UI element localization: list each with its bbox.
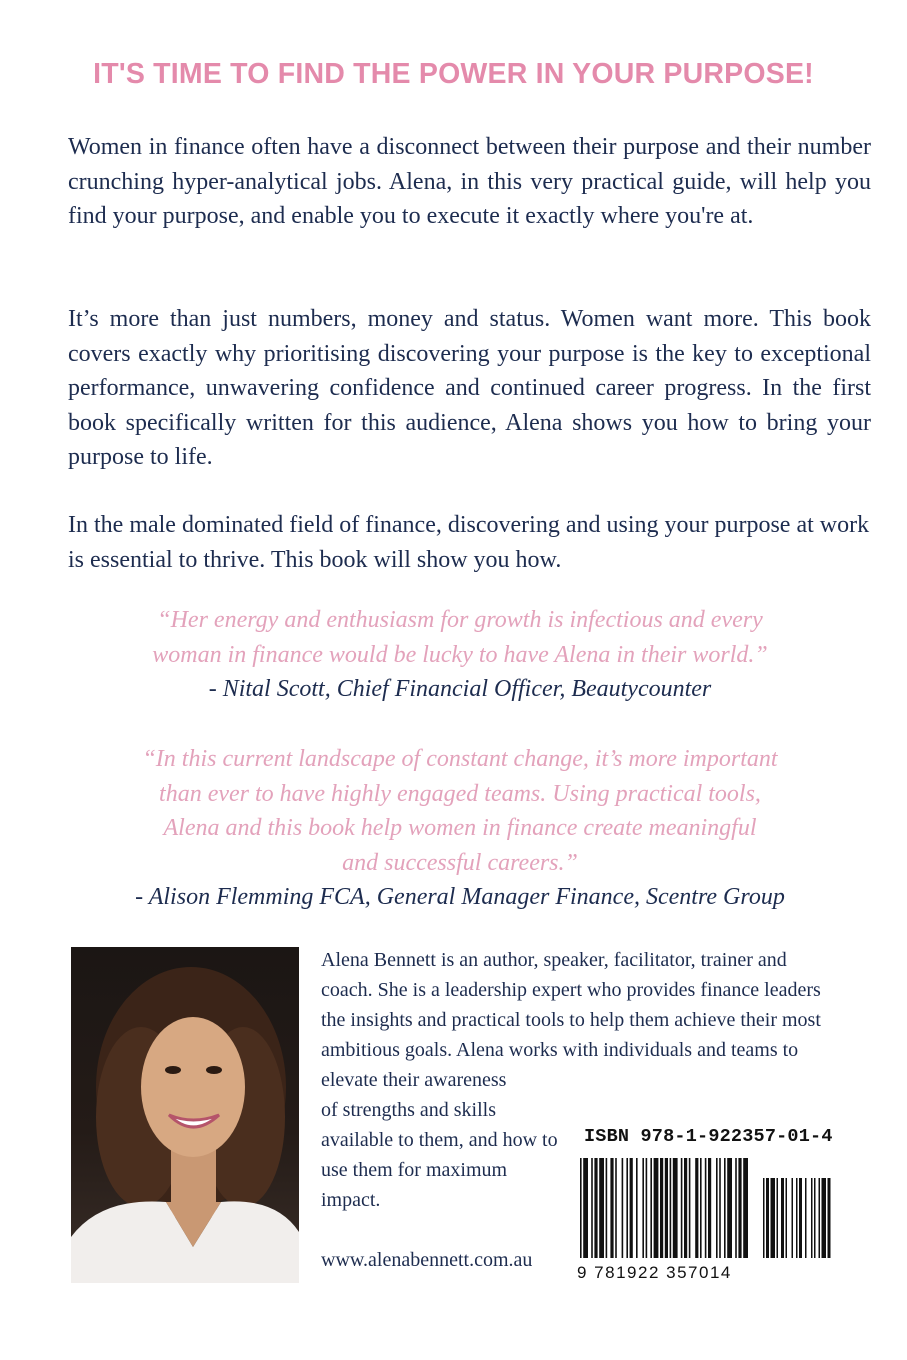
barcode-bar <box>743 1158 748 1258</box>
testimonial-2-line-4: and successful careers.” <box>342 849 578 876</box>
author-bio: Alena Bennett is an author, speaker, facilitator, trainer and coach. She is a leadership expert who provides finance leaders the insights and practical tools to help them achieve their most ambitious goals. Alena works with individuals and teams to elevate their awareness <box>321 949 821 1091</box>
addon-barcode-bar <box>766 1178 769 1258</box>
testimonial-1-line-2: woman in finance would be lucky to have Alena in their world.” <box>152 641 768 668</box>
barcode-bar <box>670 1158 672 1258</box>
addon-barcode-bar <box>786 1178 788 1258</box>
addon-barcode-bar <box>763 1178 765 1258</box>
barcode-bar <box>606 1158 608 1258</box>
testimonial-1-line-1: “Her energy and enthusiasm for growth is infectious and every <box>157 607 763 633</box>
barcode-bar <box>626 1158 628 1258</box>
addon-barcode-bar <box>811 1178 813 1258</box>
barcode-bar <box>660 1158 663 1258</box>
addon-barcode-bar <box>805 1178 807 1258</box>
barcode-bar <box>646 1158 648 1258</box>
barcode-bar <box>705 1158 707 1258</box>
barcode-bar <box>636 1158 638 1258</box>
barcode-bar <box>727 1158 732 1258</box>
testimonial-2-author: - Alison Flemming FCA, General Manager Finance, Scentre Group <box>135 884 785 910</box>
addon-barcode-bar <box>819 1178 821 1258</box>
barcode-bar <box>689 1158 691 1258</box>
author-photo <box>71 947 299 1283</box>
barcode-bar <box>583 1158 588 1258</box>
isbn-barcode <box>570 1148 840 1266</box>
barcode-bar <box>650 1158 652 1258</box>
barcode-bar <box>665 1158 668 1258</box>
testimonial-2-line-2: than ever to have highly engaged teams. Using practical tools, <box>159 780 761 807</box>
testimonial-2-line-1: “In this current landscape of constant change, it’s more important <box>142 746 778 772</box>
author-portrait-illustration <box>71 947 299 1283</box>
barcode-bar <box>642 1158 644 1258</box>
testimonial-2 <box>60 742 860 915</box>
addon-barcode-bar <box>799 1178 802 1258</box>
barcode-bar <box>735 1158 737 1258</box>
barcode-bar <box>684 1158 687 1258</box>
barcode-bar <box>695 1158 698 1258</box>
barcode-bar <box>580 1158 582 1258</box>
barcode-bar <box>700 1158 702 1258</box>
book-summary-paragraph: It’s more than just numbers, money and status. Women want more. This book covers exactly why prioritising discovering your purpose is the key to exceptional performance, unwavering confidence and continued career progress. In the first book specifically written for this audience, Alena shows you how to bring your purpose to life. <box>68 306 871 470</box>
barcode-bar <box>724 1158 726 1258</box>
addon-barcode-bar <box>814 1178 816 1258</box>
author-bio-continued: of strengths and skills available to them, and how to use them for maximum impact. <box>321 1099 558 1211</box>
barcode-bar <box>594 1158 597 1258</box>
addon-barcode-bar <box>822 1178 827 1258</box>
addon-barcode-bar <box>828 1178 831 1258</box>
barcode-bar <box>622 1158 624 1258</box>
barcode-bar <box>681 1158 683 1258</box>
testimonial-2-line-3: Alena and this book help women in finance create meaningful <box>163 815 757 841</box>
barcode-bar <box>719 1158 721 1258</box>
closing-paragraph: In the male dominated field of finance, discovering and using your purpose at work is essential to thrive. This book will show you how. <box>68 512 870 573</box>
isbn-label: ISBN 978-1-922357-01-4 <box>584 1126 833 1147</box>
barcode-bar <box>591 1158 593 1258</box>
barcode-bar <box>615 1158 617 1258</box>
barcode-bar <box>654 1158 659 1258</box>
addon-barcode-bar <box>781 1178 784 1258</box>
barcode-bar <box>599 1158 604 1258</box>
barcode-bar <box>630 1158 633 1258</box>
cover-headline: IT'S TIME TO FIND THE POWER IN YOUR PURPOSE! <box>93 58 814 90</box>
barcode-bar <box>708 1158 711 1258</box>
barcode-bar <box>673 1158 678 1258</box>
barcode-digits: 9 781922 357014 <box>577 1263 732 1282</box>
barcode-bar <box>716 1158 718 1258</box>
addon-barcode-bar <box>777 1178 779 1258</box>
addon-barcode-bar <box>792 1178 794 1258</box>
addon-barcode-bar <box>771 1178 776 1258</box>
intro-paragraph: Women in finance often have a disconnect between their purpose and their number crunching hyper-analytical jobs. Alena, in this very practical guide, will help you find your purpose, and enable you to execute it exactly where you're at. <box>68 134 871 229</box>
barcode-bar <box>738 1158 741 1258</box>
barcode-bar <box>610 1158 613 1258</box>
testimonial-1-author: - Nital Scott, Chief Financial Officer, Beautycounter <box>208 676 712 702</box>
author-website[interactable]: www.alenabennett.com.au <box>321 1249 533 1271</box>
testimonial-1 <box>60 603 860 707</box>
addon-barcode-bar <box>796 1178 798 1258</box>
